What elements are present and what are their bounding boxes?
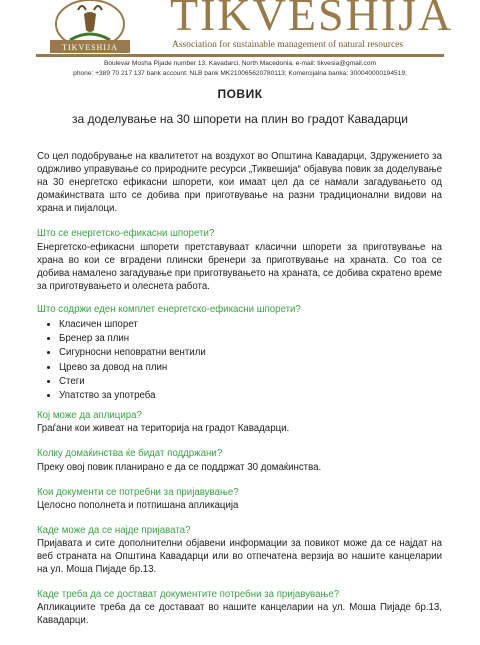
letterhead [0,0,480,80]
kit-list [37,318,442,403]
list-item: • Бренер за плин [59,332,442,346]
section-question: Што се енергетско-ефикасни шпорети? [37,228,215,240]
doc-title: ПОВИК [217,87,263,101]
address-line: Boulevar Mosha Pijade number 13, Kavadarci, North Macedonia, e-mail: tikvesia@gmail.com [103,60,377,67]
list-item: • Упатство за употреба [59,389,442,403]
section-question: Што содржи еден комплет енергетско-ефикасни шпорети? [37,303,301,315]
list-item: • Стеги [59,375,442,389]
header-divider [36,54,444,57]
section-answer: Преку овој повик планирано е да се поддржат 30 домаќинства. [37,461,322,473]
logo-text: TIKVESHIJA [62,43,118,52]
section-question: Каде може да се најде пријавата? [37,524,191,536]
section-answer: Енергетско-ефикасни шпорети претставуваат класични шпорети за приготвување на храна во кои се вградени плински бренери за приготвување на храната. Со тоа се добива намалено загадување при приготвувањето на храната, се добива скратено време за приготвувањето и олеснета работа. [37,241,442,292]
list-item: • Црево за довод на плин [59,361,442,375]
contact-line: phone: +389 70 217 137 bank account: NLB bank MK210065620780113; Komercijalna banka: 300040000194519; [73,70,407,77]
section-answer: Целосно пополнета и потпишана апликација [37,499,239,511]
list-item: • Сигурносни неповратни вентили [59,346,442,360]
section-answer: Апликациите треба да се доставаат во нашите канцеларии на ул. Моша Пијаде бр.13, Кавадарци. [37,602,442,627]
section-answer: Пријавата и сите дополнителни објавени информации за повикот може да се најдат на веб страната на Општина Кавадарци или во отпечатена верзија во нашите канцеларии на ул. Моша Пијаде бр.13. [37,537,442,576]
intro-paragraph: Со цел подобрување на квалитетот на воздухот во Општина Кавадарци, Здружението за одржливо управување со природните ресурси „Тиквешија“ објавува повик за доделување на 30 енергетско ефикасни шпорети, кои имаат цел да се намали загадувањето од домаќинствата што се добива при приготвување на разни традиционални видови на храна и пијалоци. [37,151,442,215]
doc-body [37,150,442,627]
section-question: Кој може да аплицира? [37,410,142,422]
section-question: Каде треба да се достават документите потребни за пријавување? [37,589,340,601]
brand-tagline: Association for sustainable management of natural resources [172,40,404,50]
section-question: Колку домаќинства ќе бидат поддржани? [37,448,223,460]
deer-logo-icon [40,0,140,56]
section-question: Кои документи се потребни за пријавување? [37,486,239,498]
brand-name: TIKVESHIJA [170,0,454,40]
doc-subtitle: за доделување на 30 шпорети на плин во градот Кавадарци [72,112,408,126]
section-answer: Граѓани кои живеат на територија на градот Кавадарци. [37,423,290,435]
list-item: • Класичен шпорет [59,318,442,332]
